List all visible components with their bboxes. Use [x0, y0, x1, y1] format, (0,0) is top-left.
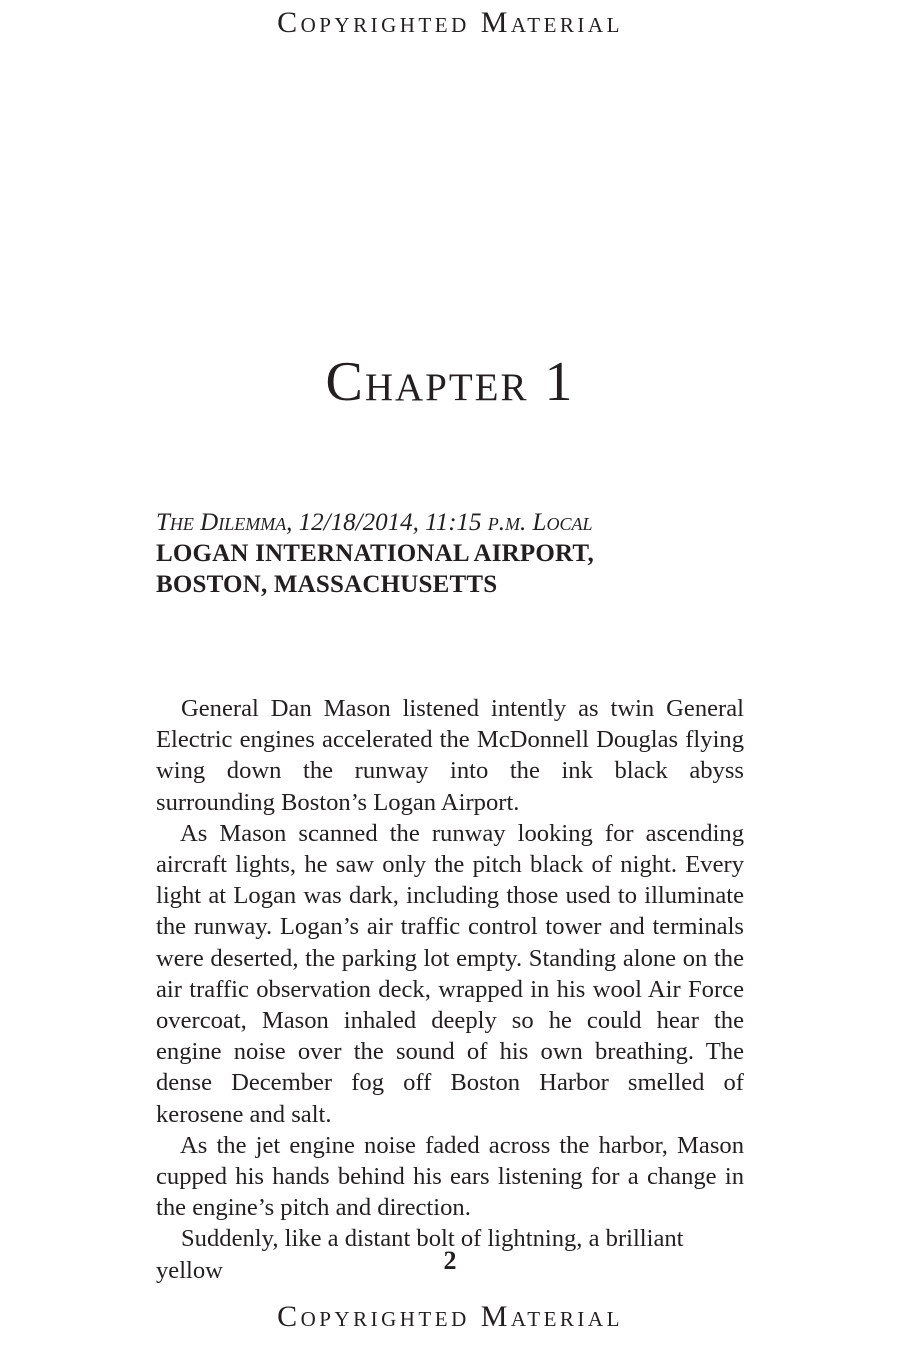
location-line-1: LOGAN INTERNATIONAL AIRPORT, — [156, 540, 594, 567]
copyright-banner-top: Copyrighted Material — [277, 6, 623, 39]
paragraph-3: As the jet engine noise faded across the harbor, Mason cupped his hands behind his ears listening for a change in the engine’s pitch and direction. — [156, 1131, 744, 1222]
paragraph-1: General Dan Mason listened intently as twin General Electric engines accelerated the McDonnell Douglas flying wing down the runway into the ink black abyss surrounding Boston’s Logan Airport. — [156, 695, 744, 816]
page-number: 2 — [443, 1246, 457, 1275]
copyright-banner-bottom: Copyrighted Material — [277, 1300, 623, 1333]
location-line-2: BOSTON, MASSACHUSETTS — [156, 571, 498, 598]
chapter-title: Chapter 1 — [325, 351, 575, 413]
scene-heading — [156, 508, 756, 600]
paragraph-2: As Mason scanned the runway looking for ascending aircraft lights, he saw only the pitch black of night. Every light at Logan was dark, including those used to illuminate the runway. Logan’s air traffic control tower and terminals were deserted, the parking lot empty. Standing alone on the air traffic observation deck, wrapped in his wool Air Force overcoat, Mason inhaled deeply so he could hear the engine noise over the sound of his own breathing. The dense December fog off Boston Harbor smelled of kerosene and salt. — [156, 819, 744, 1128]
scene-label: The Dilemma, 12/18/2014, 11:15 p.m. Local — [156, 509, 593, 536]
body-text — [156, 693, 744, 1286]
paragraph-4: Suddenly, like a distant bolt of lightning, a brilliant yellow — [156, 1225, 684, 1284]
